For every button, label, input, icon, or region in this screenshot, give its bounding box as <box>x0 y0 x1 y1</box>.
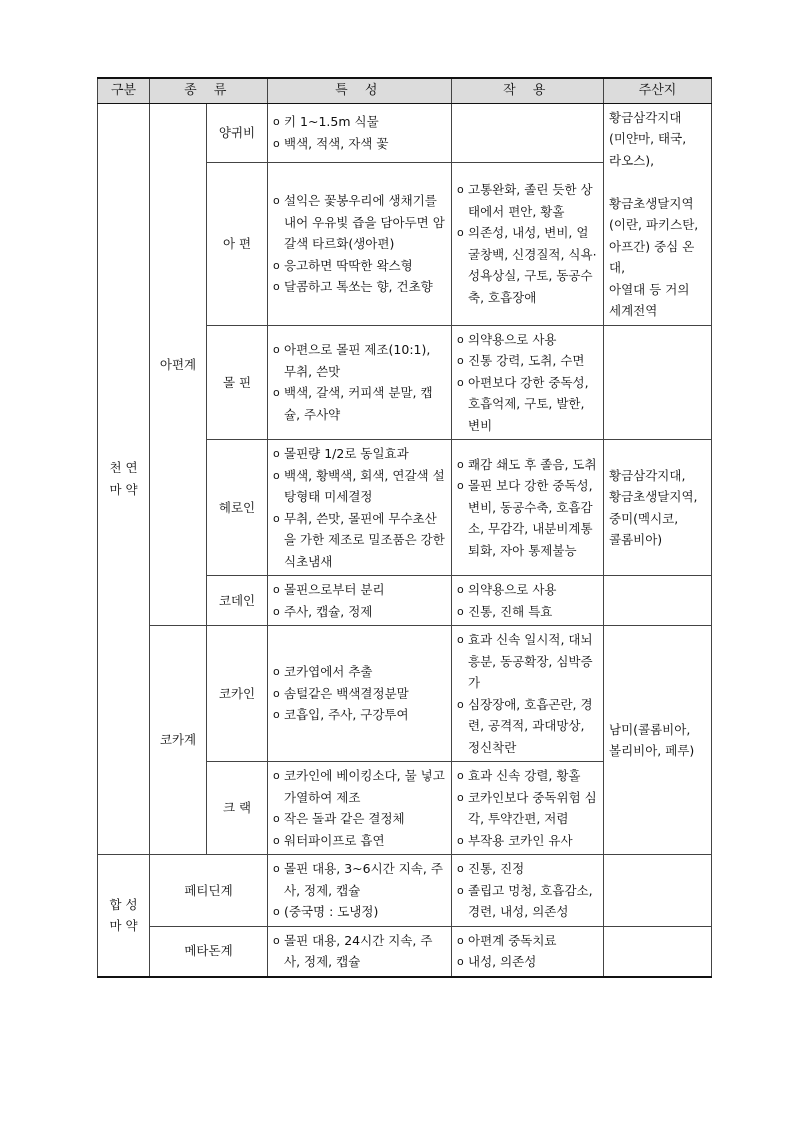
bullet-item: o 진통 강력, 도취, 수면 <box>457 350 598 372</box>
text-line: (이란, 파키스탄, <box>609 217 699 232</box>
features-cell <box>268 325 452 440</box>
effects-cell <box>452 163 604 325</box>
text-line <box>609 171 706 193</box>
bullet-item: o 의약용으로 사용 <box>457 329 598 351</box>
region-cell <box>604 440 712 576</box>
bullet-item: o 코흡입, 주사, 구강투여 <box>273 704 446 726</box>
group-coca-family: 코카계 <box>150 626 207 855</box>
bullet-item: o 심장장애, 호흡곤란, 경련, 공격적, 과대망상, 정신착란 <box>457 694 598 759</box>
bullet-item: o 부작용 코카인 유사 <box>457 830 598 852</box>
narcotics-table <box>97 77 712 978</box>
bullet-list <box>273 443 446 572</box>
effects-cell <box>452 576 604 626</box>
bullet-item: o 코카인에 베이킹소다, 물 넣고 가열하여 제조 <box>273 765 446 808</box>
bullet-item: o 몰핀량 1/2로 동일효과 <box>273 443 446 465</box>
drug-name: 아 편 <box>207 163 268 325</box>
text-line: (미얀마, 태국, <box>609 131 687 146</box>
text-line: 볼리비아, 페루) <box>609 743 695 758</box>
text-line: 중미(멕시코, <box>609 510 679 526</box>
region-cell <box>604 103 712 325</box>
bullet-list <box>457 858 598 923</box>
bullet-item: o 키 1~1.5m 식물 <box>273 111 446 133</box>
bullet-item: o 달콤하고 톡쏘는 향, 건초향 <box>273 276 446 298</box>
drug-name: 코카인 <box>207 626 268 762</box>
region-cell <box>604 626 712 855</box>
drug-name: 몰 핀 <box>207 325 268 440</box>
header-region: 주산지 <box>604 78 712 103</box>
effects-cell <box>452 855 604 927</box>
bullet-list <box>273 579 446 622</box>
drug-name: 메타돈계 <box>150 926 268 977</box>
bullet-list <box>273 858 446 923</box>
bullet-item: o 작은 돌과 같은 결정체 <box>273 808 446 830</box>
bullet-item: o 진통, 진정 <box>457 858 598 880</box>
header-effects: 작 용 <box>452 78 604 103</box>
bullet-item: o 응고하면 딱딱한 왁스형 <box>273 255 446 277</box>
bullet-item: o (중국명 : 도냉정) <box>273 901 446 923</box>
effects-cell <box>452 103 604 163</box>
effects-cell <box>452 762 604 855</box>
header-row <box>98 78 712 103</box>
region-cell <box>604 325 712 440</box>
text-line: 콜롬비아) <box>609 532 663 547</box>
bullet-item: o 몰핀으로부터 분리 <box>273 579 446 601</box>
text-line: 아열대 등 거의 <box>609 281 690 297</box>
bullet-item: o 효과 신속 일시적, 대뇌흥분, 동공확장, 심박증가 <box>457 629 598 694</box>
bullet-item: o 무취, 쓴맛, 몰핀에 무수초산을 가한 제조로 밀조품은 강한 식초냄새 <box>273 508 446 573</box>
bullet-list <box>457 329 598 437</box>
bullet-item: o 졸립고 멍청, 호흡감소, 경련, 내성, 의존성 <box>457 880 598 923</box>
bullet-item: o 의약용으로 사용 <box>457 579 598 601</box>
features-cell <box>268 626 452 762</box>
bullet-list <box>457 579 598 622</box>
header-type: 종 류 <box>150 78 268 103</box>
features-cell <box>268 576 452 626</box>
bullet-list <box>273 661 446 726</box>
text-line: 황금삼각지대 <box>609 109 682 125</box>
bullet-list <box>273 765 446 851</box>
bullet-item: o 내성, 의존성 <box>457 951 598 973</box>
bullet-item: o 아편계 중독치료 <box>457 930 598 952</box>
bullet-item: o 코카엽에서 추출 <box>273 661 446 683</box>
group-synthetic <box>98 855 150 977</box>
region-cell <box>604 855 712 927</box>
bullet-list <box>457 454 598 562</box>
region-cell <box>604 926 712 977</box>
bullet-list <box>273 190 446 298</box>
drug-name: 양귀비 <box>207 103 268 163</box>
bullet-item: o 몰핀 대용, 24시간 지속, 주사, 정제, 캡슐 <box>273 930 446 973</box>
bullet-item: o 설익은 꽃봉우리에 생채기를 내어 우유빛 즙을 담아두면 암갈색 타르화(생아편) <box>273 190 446 255</box>
bullet-item: o 백색, 갈색, 커피색 분말, 캡슐, 주사약 <box>273 382 446 425</box>
features-cell <box>268 855 452 927</box>
bullet-item: o 효과 신속 강렬, 황홀 <box>457 765 598 787</box>
effects-cell <box>452 325 604 440</box>
drug-name: 크 랙 <box>207 762 268 855</box>
effects-cell <box>452 926 604 977</box>
bullet-item: o 주사, 캡슐, 정제 <box>273 601 446 623</box>
group-opium-family: 아편계 <box>150 103 207 626</box>
text-line: 황금초생달지역, <box>609 489 698 504</box>
bullet-list <box>457 765 598 851</box>
bullet-item: o 백색, 적색, 자색 꽃 <box>273 133 446 155</box>
bullet-item: o 쾌감 쇄도 후 졸음, 도취 <box>457 454 598 476</box>
text-line: 마 약 <box>109 918 138 934</box>
features-cell <box>268 440 452 576</box>
table-row <box>98 855 712 927</box>
bullet-item: o 코카인보다 중독위험 심각, 투약간편, 저렴 <box>457 787 598 830</box>
drug-name: 코데인 <box>207 576 268 626</box>
effects-cell <box>452 440 604 576</box>
header-features: 특 성 <box>268 78 452 103</box>
bullet-item: o 진통, 진해 특효 <box>457 601 598 623</box>
bullet-item: o 몰핀 대용, 3~6시간 지속, 주사, 정제, 캡슐 <box>273 858 446 901</box>
text-line: 세계전역 <box>609 303 658 318</box>
bullet-item: o 워터파이프로 흡연 <box>273 830 446 852</box>
group-natural <box>98 103 150 855</box>
features-cell <box>268 103 452 163</box>
text-line: 황금초생달지역 <box>609 195 694 211</box>
drug-name: 페티딘계 <box>150 855 268 927</box>
text-line: 천 연 <box>109 460 138 476</box>
bullet-list <box>273 930 446 973</box>
table-row <box>98 926 712 977</box>
bullet-item: o 고통완화, 졸린 듯한 상태에서 편안, 황홀 <box>457 179 598 222</box>
region-cell <box>604 576 712 626</box>
bullet-list <box>273 339 446 425</box>
text-line: 남미(콜롬비아, <box>609 721 691 737</box>
bullet-item: o 백색, 황백색, 회색, 연갈색 설탕형태 미세결정 <box>273 465 446 508</box>
bullet-list <box>457 629 598 758</box>
text-line: 아프간) 중심 온대, <box>609 238 695 275</box>
bullet-list <box>457 179 598 308</box>
bullet-item: o 몰핀 보다 강한 중독성, 변비, 동공수축, 호흡감소, 무감각, 내분비계통 퇴화, 자아 통제불능 <box>457 475 598 561</box>
text-line: 마 약 <box>109 481 138 497</box>
features-cell <box>268 762 452 855</box>
text-line: 황금삼각지대, <box>609 467 686 483</box>
table-row <box>98 103 712 163</box>
drug-name: 헤로인 <box>207 440 268 576</box>
bullet-item: o 솜털같은 백색결정분말 <box>273 683 446 705</box>
features-cell <box>268 926 452 977</box>
header-category: 구분 <box>98 78 150 103</box>
text-line: 라오스), <box>609 152 655 168</box>
table-row <box>98 626 712 762</box>
bullet-item: o 아편으로 몰핀 제조(10:1), 무취, 쓴맛 <box>273 339 446 382</box>
bullet-list <box>273 111 446 154</box>
text-line: 합 성 <box>109 896 138 912</box>
bullet-item: o 의존성, 내성, 변비, 얼굴창백, 신경질적, 식욕·성욕상실, 구토, 동공수축, 호흡장애 <box>457 222 598 308</box>
bullet-list <box>457 930 598 973</box>
features-cell <box>268 163 452 325</box>
effects-cell <box>452 626 604 762</box>
bullet-item: o 아편보다 강한 중독성, 호흡억제, 구토, 발한, 변비 <box>457 372 598 437</box>
